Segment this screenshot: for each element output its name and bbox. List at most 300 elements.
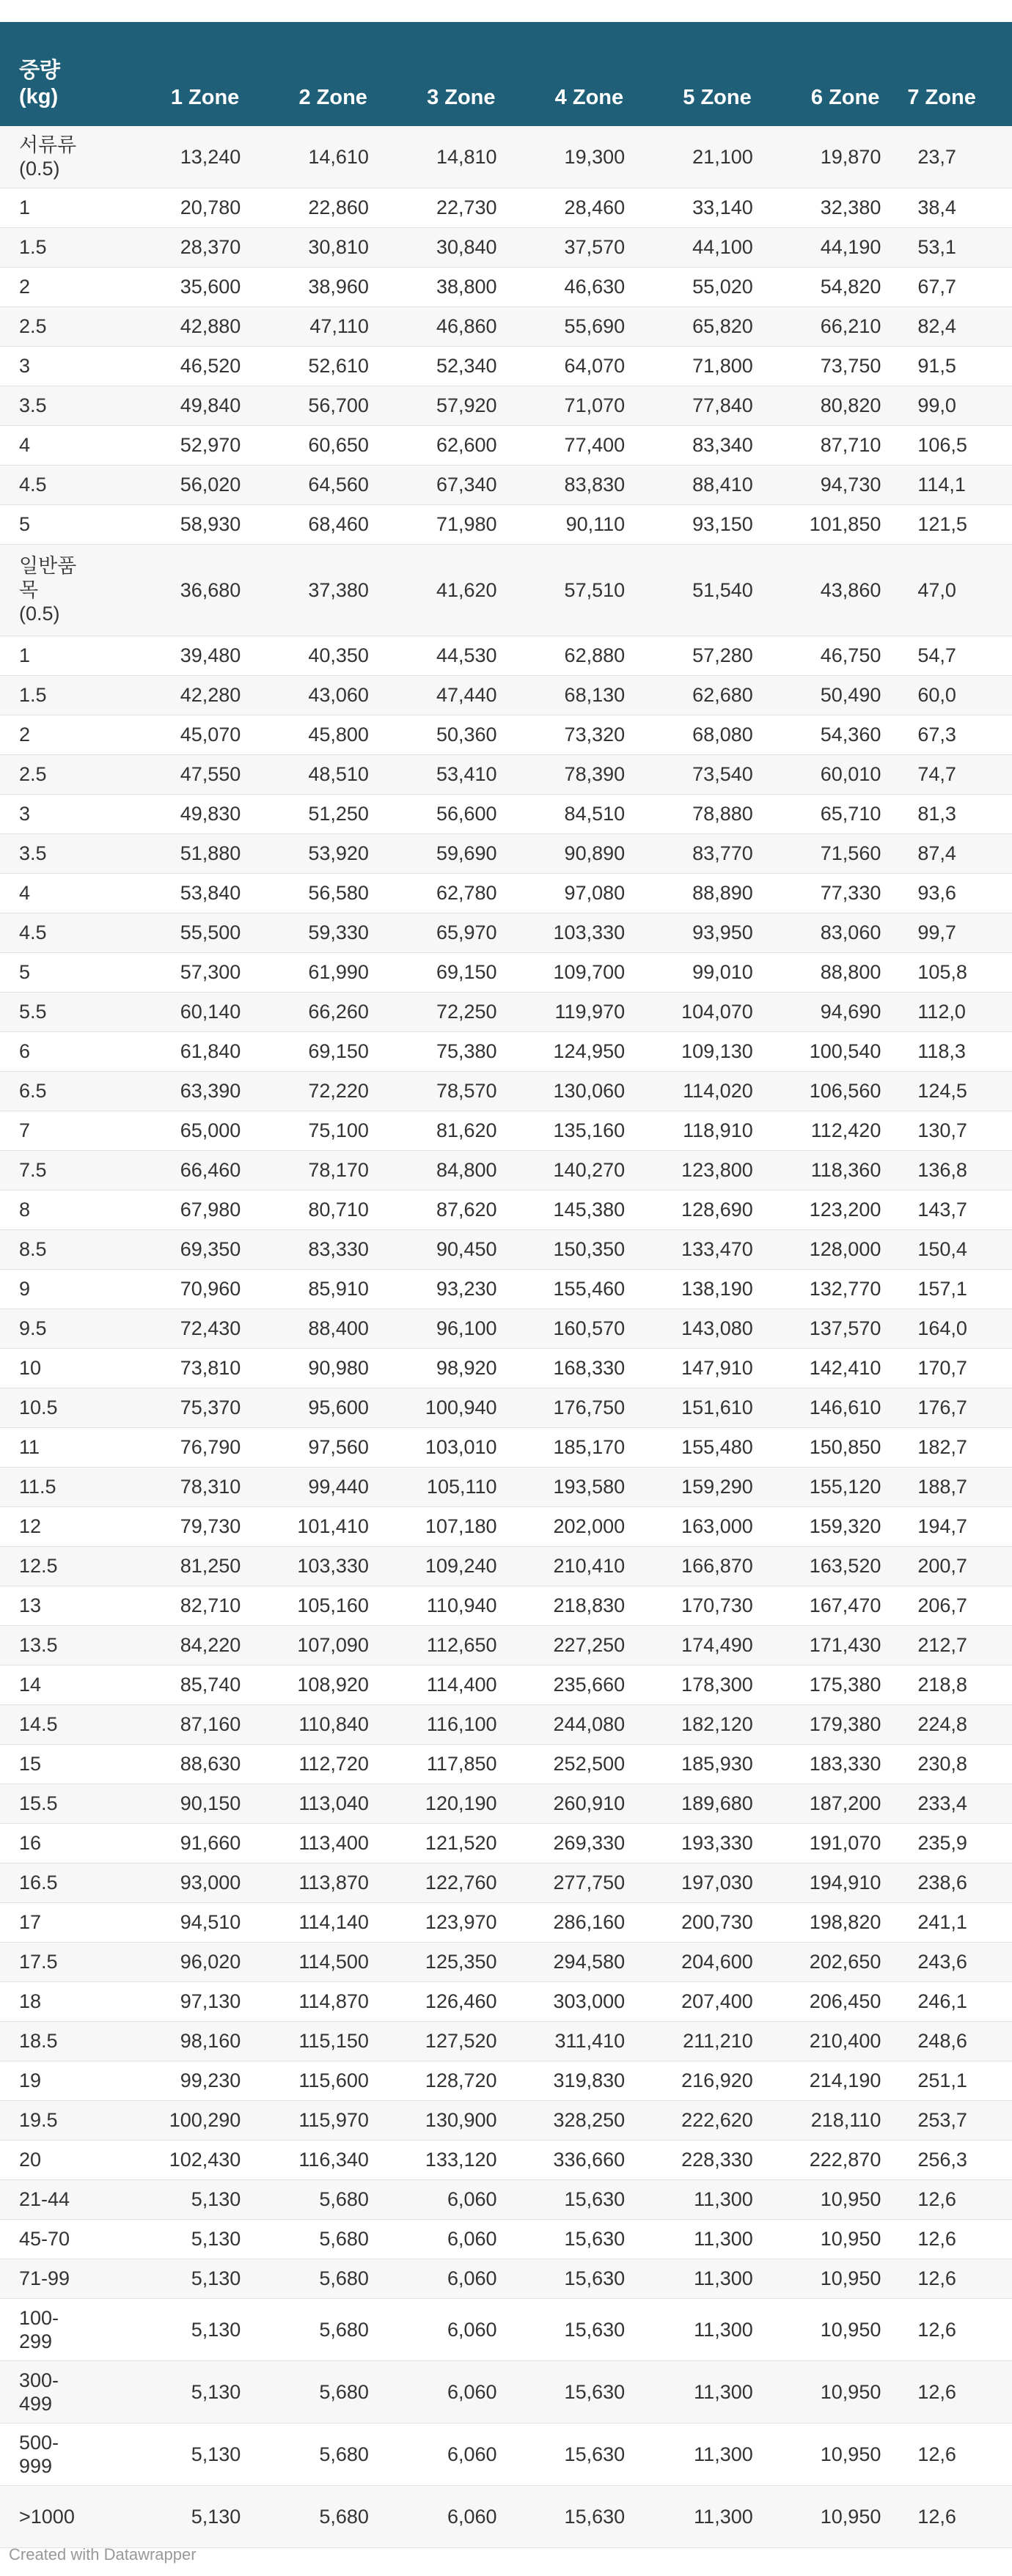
zone-1-cell: 91,660 xyxy=(116,1824,244,1863)
zone-7-cell: 200,7 xyxy=(884,1547,1012,1586)
zone-2-cell: 95,600 xyxy=(243,1388,372,1428)
zone-4-cell: 328,250 xyxy=(500,2101,628,2141)
zone-6-cell: 10,950 xyxy=(756,2259,884,2299)
zone-4-cell: 103,330 xyxy=(500,913,628,953)
zone-4-cell: 202,000 xyxy=(500,1507,628,1547)
weight-cell: 10.5 xyxy=(0,1388,116,1428)
zone-3-cell: 128,720 xyxy=(372,2061,500,2101)
zone-1-cell: 42,280 xyxy=(116,676,244,715)
zone-5-cell: 51,540 xyxy=(628,545,756,636)
zone-6-cell: 112,420 xyxy=(756,1111,884,1151)
zone-1-cell: 79,730 xyxy=(116,1507,244,1547)
zone-5-cell: 11,300 xyxy=(628,2259,756,2299)
header-zone-6-label: 6 Zone xyxy=(810,86,880,109)
zone-1-cell: 81,250 xyxy=(116,1547,244,1586)
zone-7-cell: 60,0 xyxy=(884,676,1012,715)
zone-2-cell: 66,260 xyxy=(243,993,372,1032)
zone-4-cell: 71,070 xyxy=(500,386,628,426)
zone-4-cell: 294,580 xyxy=(500,1943,628,1982)
zone-6-cell: 71,560 xyxy=(756,834,884,874)
zone-7-cell: 53,1 xyxy=(884,228,1012,268)
zone-1-cell: 63,390 xyxy=(116,1072,244,1111)
zone-5-cell: 78,880 xyxy=(628,795,756,834)
table-row xyxy=(0,1824,1012,1863)
weight-cell: 7 xyxy=(0,1111,116,1151)
zone-7-cell: 67,7 xyxy=(884,268,1012,307)
header-zone-2 xyxy=(243,22,372,126)
zone-2-cell: 43,060 xyxy=(243,676,372,715)
zone-7-cell: 12,6 xyxy=(884,2220,1012,2259)
zone-5-cell: 155,480 xyxy=(628,1428,756,1468)
table-row xyxy=(0,1745,1012,1784)
zone-2-cell: 69,150 xyxy=(243,1032,372,1072)
zone-4-cell: 15,630 xyxy=(500,2486,628,2548)
table-row xyxy=(0,2061,1012,2101)
zone-6-cell: 222,870 xyxy=(756,2141,884,2180)
zone-1-cell: 20,780 xyxy=(116,188,244,228)
zone-3-cell: 6,060 xyxy=(372,2361,500,2424)
zone-5-cell: 170,730 xyxy=(628,1586,756,1626)
zone-6-cell: 54,360 xyxy=(756,715,884,755)
zone-4-cell: 319,830 xyxy=(500,2061,628,2101)
zone-4-cell: 269,330 xyxy=(500,1824,628,1863)
zone-4-cell: 185,170 xyxy=(500,1428,628,1468)
zone-5-cell: 104,070 xyxy=(628,993,756,1032)
table-row xyxy=(0,188,1012,228)
weight-cell: 17.5 xyxy=(0,1943,116,1982)
zone-5-cell: 216,920 xyxy=(628,2061,756,2101)
zone-4-cell: 37,570 xyxy=(500,228,628,268)
zone-3-cell: 62,600 xyxy=(372,426,500,465)
table-row xyxy=(0,465,1012,505)
weight-cell: 71-99 xyxy=(0,2259,116,2299)
zone-7-cell: 248,6 xyxy=(884,2022,1012,2061)
table-row xyxy=(0,2220,1012,2259)
zone-2-cell: 113,870 xyxy=(243,1863,372,1903)
weight-cell: 15 xyxy=(0,1745,116,1784)
zone-6-cell: 32,380 xyxy=(756,188,884,228)
weight-cell: 5.5 xyxy=(0,993,116,1032)
table-row xyxy=(0,1903,1012,1943)
zone-5-cell: 207,400 xyxy=(628,1982,756,2022)
weight-cell: 2.5 xyxy=(0,755,116,795)
zone-3-cell: 112,650 xyxy=(372,1626,500,1666)
zone-2-cell: 22,860 xyxy=(243,188,372,228)
zone-6-cell: 128,000 xyxy=(756,1230,884,1270)
zone-5-cell: 222,620 xyxy=(628,2101,756,2141)
zone-3-cell: 6,060 xyxy=(372,2486,500,2548)
zone-5-cell: 88,890 xyxy=(628,874,756,913)
zone-7-cell: 157,1 xyxy=(884,1270,1012,1309)
zone-2-cell: 30,810 xyxy=(243,228,372,268)
table-row xyxy=(0,1705,1012,1745)
zone-3-cell: 67,340 xyxy=(372,465,500,505)
zone-3-cell: 122,760 xyxy=(372,1863,500,1903)
zone-2-cell: 112,720 xyxy=(243,1745,372,1784)
zone-2-cell: 83,330 xyxy=(243,1230,372,1270)
zone-6-cell: 167,470 xyxy=(756,1586,884,1626)
zone-3-cell: 133,120 xyxy=(372,2141,500,2180)
table-row xyxy=(0,636,1012,676)
header-zone-1 xyxy=(116,22,244,126)
zone-7-cell: 188,7 xyxy=(884,1468,1012,1507)
zone-1-cell: 94,510 xyxy=(116,1903,244,1943)
zone-6-cell: 202,650 xyxy=(756,1943,884,1982)
zone-2-cell: 5,680 xyxy=(243,2220,372,2259)
table-row xyxy=(0,1666,1012,1705)
zone-3-cell: 130,900 xyxy=(372,2101,500,2141)
zone-7-cell: 176,7 xyxy=(884,1388,1012,1428)
header-weight-line: (kg) xyxy=(19,84,59,108)
zone-2-cell: 5,680 xyxy=(243,2361,372,2424)
zone-3-cell: 6,060 xyxy=(372,2299,500,2361)
zone-5-cell: 118,910 xyxy=(628,1111,756,1151)
zone-3-cell: 116,100 xyxy=(372,1705,500,1745)
weight-cell: 1.5 xyxy=(0,676,116,715)
zone-2-cell: 114,500 xyxy=(243,1943,372,1982)
weight-cell: 20 xyxy=(0,2141,116,2180)
zone-3-cell: 22,730 xyxy=(372,188,500,228)
zone-5-cell: 128,690 xyxy=(628,1191,756,1230)
zone-6-cell: 163,520 xyxy=(756,1547,884,1586)
table-row xyxy=(0,386,1012,426)
zone-7-cell: 170,7 xyxy=(884,1349,1012,1388)
zone-4-cell: 46,630 xyxy=(500,268,628,307)
zone-5-cell: 114,020 xyxy=(628,1072,756,1111)
zone-2-cell: 5,680 xyxy=(243,2424,372,2486)
table-row xyxy=(0,228,1012,268)
zone-1-cell: 53,840 xyxy=(116,874,244,913)
zone-4-cell: 77,400 xyxy=(500,426,628,465)
zone-2-cell: 114,870 xyxy=(243,1982,372,2022)
zone-2-cell: 53,920 xyxy=(243,834,372,874)
zone-1-cell: 88,630 xyxy=(116,1745,244,1784)
weight-cell: 5 xyxy=(0,505,116,545)
table-row xyxy=(0,2141,1012,2180)
weight-cell: 2 xyxy=(0,715,116,755)
zone-6-cell: 210,400 xyxy=(756,2022,884,2061)
zone-4-cell: 260,910 xyxy=(500,1784,628,1824)
weight-cell: 1.5 xyxy=(0,228,116,268)
zone-6-cell: 87,710 xyxy=(756,426,884,465)
zone-4-cell: 90,110 xyxy=(500,505,628,545)
footer-credit: Created with Datawrapper xyxy=(9,2545,197,2564)
weight-cell: 10 xyxy=(0,1349,116,1388)
zone-5-cell: 33,140 xyxy=(628,188,756,228)
table-row xyxy=(0,2361,1012,2424)
zone-3-cell: 6,060 xyxy=(372,2220,500,2259)
zone-6-cell: 132,770 xyxy=(756,1270,884,1309)
zone-3-cell: 93,230 xyxy=(372,1270,500,1309)
zone-3-cell: 65,970 xyxy=(372,913,500,953)
zone-1-cell: 35,600 xyxy=(116,268,244,307)
header-zone-7 xyxy=(884,22,1012,126)
zone-3-cell: 126,460 xyxy=(372,1982,500,2022)
zone-7-cell: 230,8 xyxy=(884,1745,1012,1784)
zone-6-cell: 50,490 xyxy=(756,676,884,715)
zone-2-cell: 90,980 xyxy=(243,1349,372,1388)
zone-7-cell: 150,4 xyxy=(884,1230,1012,1270)
table-row xyxy=(0,1111,1012,1151)
zone-5-cell: 133,470 xyxy=(628,1230,756,1270)
weight-cell: 45-70 xyxy=(0,2220,116,2259)
zone-2-cell: 40,350 xyxy=(243,636,372,676)
zone-1-cell: 42,880 xyxy=(116,307,244,347)
zone-4-cell: 109,700 xyxy=(500,953,628,993)
header-zone-6 xyxy=(756,22,884,126)
zone-7-cell: 124,5 xyxy=(884,1072,1012,1111)
zone-5-cell: 228,330 xyxy=(628,2141,756,2180)
zone-2-cell: 88,400 xyxy=(243,1309,372,1349)
zone-6-cell: 83,060 xyxy=(756,913,884,953)
zone-4-cell: 176,750 xyxy=(500,1388,628,1428)
table-row xyxy=(0,1507,1012,1547)
zone-6-cell: 150,850 xyxy=(756,1428,884,1468)
zone-1-cell: 87,160 xyxy=(116,1705,244,1745)
zone-4-cell: 19,300 xyxy=(500,126,628,188)
zone-5-cell: 65,820 xyxy=(628,307,756,347)
zone-7-cell: 212,7 xyxy=(884,1626,1012,1666)
zone-1-cell: 99,230 xyxy=(116,2061,244,2101)
zone-3-cell: 75,380 xyxy=(372,1032,500,1072)
weight-cell: 14.5 xyxy=(0,1705,116,1745)
header-zone-3 xyxy=(372,22,500,126)
zone-4-cell: 84,510 xyxy=(500,795,628,834)
zone-6-cell: 142,410 xyxy=(756,1349,884,1388)
zone-1-cell: 73,810 xyxy=(116,1349,244,1388)
zone-5-cell: 211,210 xyxy=(628,2022,756,2061)
weight-cell: 1 xyxy=(0,188,116,228)
zone-3-cell: 14,810 xyxy=(372,126,500,188)
table-row xyxy=(0,426,1012,465)
zone-6-cell: 183,330 xyxy=(756,1745,884,1784)
zone-2-cell: 14,610 xyxy=(243,126,372,188)
zone-5-cell: 99,010 xyxy=(628,953,756,993)
zone-2-cell: 51,250 xyxy=(243,795,372,834)
zone-5-cell: 11,300 xyxy=(628,2220,756,2259)
zone-5-cell: 109,130 xyxy=(628,1032,756,1072)
zone-6-cell: 19,870 xyxy=(756,126,884,188)
zone-1-cell: 5,130 xyxy=(116,2299,244,2361)
zone-4-cell: 145,380 xyxy=(500,1191,628,1230)
zone-5-cell: 193,330 xyxy=(628,1824,756,1863)
zone-5-cell: 197,030 xyxy=(628,1863,756,1903)
zone-7-cell: 238,6 xyxy=(884,1863,1012,1903)
table-row xyxy=(0,1784,1012,1824)
zone-1-cell: 97,130 xyxy=(116,1982,244,2022)
zone-6-cell: 214,190 xyxy=(756,2061,884,2101)
zone-1-cell: 52,970 xyxy=(116,426,244,465)
zone-4-cell: 130,060 xyxy=(500,1072,628,1111)
weight-cell: 5 xyxy=(0,953,116,993)
zone-6-cell: 146,610 xyxy=(756,1388,884,1428)
zone-4-cell: 155,460 xyxy=(500,1270,628,1309)
zone-6-cell: 123,200 xyxy=(756,1191,884,1230)
zone-6-cell: 65,710 xyxy=(756,795,884,834)
table-row xyxy=(0,1943,1012,1982)
zone-3-cell: 117,850 xyxy=(372,1745,500,1784)
zone-1-cell: 5,130 xyxy=(116,2220,244,2259)
zone-4-cell: 218,830 xyxy=(500,1586,628,1626)
table-row xyxy=(0,545,1012,636)
zone-4-cell: 15,630 xyxy=(500,2259,628,2299)
zone-2-cell: 107,090 xyxy=(243,1626,372,1666)
table-row xyxy=(0,953,1012,993)
zone-6-cell: 118,360 xyxy=(756,1151,884,1191)
table-row xyxy=(0,1468,1012,1507)
zone-7-cell: 241,1 xyxy=(884,1903,1012,1943)
zone-6-cell: 80,820 xyxy=(756,386,884,426)
zone-4-cell: 303,000 xyxy=(500,1982,628,2022)
zone-7-cell: 246,1 xyxy=(884,1982,1012,2022)
weight-cell: 9 xyxy=(0,1270,116,1309)
zone-2-cell: 68,460 xyxy=(243,505,372,545)
zone-2-cell: 105,160 xyxy=(243,1586,372,1626)
zone-1-cell: 45,070 xyxy=(116,715,244,755)
zone-6-cell: 88,800 xyxy=(756,953,884,993)
table-row xyxy=(0,1586,1012,1626)
table-row xyxy=(0,715,1012,755)
table-row xyxy=(0,874,1012,913)
table-row xyxy=(0,2180,1012,2220)
zone-3-cell: 59,690 xyxy=(372,834,500,874)
weight-cell: 3.5 xyxy=(0,834,116,874)
zone-7-cell: 256,3 xyxy=(884,2141,1012,2180)
table-row xyxy=(0,795,1012,834)
zone-5-cell: 93,950 xyxy=(628,913,756,953)
table-row xyxy=(0,1191,1012,1230)
zone-2-cell: 115,970 xyxy=(243,2101,372,2141)
header-zone-4-label: 4 Zone xyxy=(554,86,624,109)
zone-2-cell: 56,700 xyxy=(243,386,372,426)
zone-7-cell: 12,6 xyxy=(884,2424,1012,2486)
zone-6-cell: 77,330 xyxy=(756,874,884,913)
zone-1-cell: 5,130 xyxy=(116,2259,244,2299)
zone-7-cell: 194,7 xyxy=(884,1507,1012,1547)
zone-5-cell: 185,930 xyxy=(628,1745,756,1784)
table-row xyxy=(0,2101,1012,2141)
zone-6-cell: 94,690 xyxy=(756,993,884,1032)
zone-4-cell: 78,390 xyxy=(500,755,628,795)
zone-7-cell: 130,7 xyxy=(884,1111,1012,1151)
zone-5-cell: 11,300 xyxy=(628,2180,756,2220)
weight-cell: 8.5 xyxy=(0,1230,116,1270)
zone-1-cell: 5,130 xyxy=(116,2486,244,2548)
header-zone-5 xyxy=(628,22,756,126)
zone-4-cell: 286,160 xyxy=(500,1903,628,1943)
zone-6-cell: 66,210 xyxy=(756,307,884,347)
zone-4-cell: 28,460 xyxy=(500,188,628,228)
table-row xyxy=(0,307,1012,347)
zone-1-cell: 5,130 xyxy=(116,2180,244,2220)
zone-7-cell: 93,6 xyxy=(884,874,1012,913)
weight-cell: 4 xyxy=(0,874,116,913)
zone-1-cell: 85,740 xyxy=(116,1666,244,1705)
zone-1-cell: 102,430 xyxy=(116,2141,244,2180)
zone-5-cell: 71,800 xyxy=(628,347,756,386)
weight-cell: 500- 999 xyxy=(0,2424,116,2486)
weight-cell: 3.5 xyxy=(0,386,116,426)
zone-2-cell: 108,920 xyxy=(243,1666,372,1705)
zone-1-cell: 61,840 xyxy=(116,1032,244,1072)
table-row xyxy=(0,913,1012,953)
rate-table xyxy=(0,22,1012,2548)
zone-6-cell: 194,910 xyxy=(756,1863,884,1903)
zone-6-cell: 155,120 xyxy=(756,1468,884,1507)
zone-7-cell: 114,1 xyxy=(884,465,1012,505)
zone-4-cell: 135,160 xyxy=(500,1111,628,1151)
zone-7-cell: 12,6 xyxy=(884,2361,1012,2424)
zone-3-cell: 57,920 xyxy=(372,386,500,426)
weight-cell: 16.5 xyxy=(0,1863,116,1903)
zone-4-cell: 90,890 xyxy=(500,834,628,874)
table-row xyxy=(0,1270,1012,1309)
zone-3-cell: 72,250 xyxy=(372,993,500,1032)
zone-5-cell: 44,100 xyxy=(628,228,756,268)
zone-1-cell: 75,370 xyxy=(116,1388,244,1428)
table-row xyxy=(0,2259,1012,2299)
table-row xyxy=(0,1349,1012,1388)
zone-6-cell: 10,950 xyxy=(756,2486,884,2548)
zone-6-cell: 54,820 xyxy=(756,268,884,307)
zone-4-cell: 15,630 xyxy=(500,2299,628,2361)
zone-2-cell: 116,340 xyxy=(243,2141,372,2180)
zone-4-cell: 15,630 xyxy=(500,2424,628,2486)
table-row xyxy=(0,2424,1012,2486)
header-weight-line: 중량 xyxy=(19,59,61,83)
zone-2-cell: 114,140 xyxy=(243,1903,372,1943)
zone-1-cell: 69,350 xyxy=(116,1230,244,1270)
zone-3-cell: 84,800 xyxy=(372,1151,500,1191)
zone-6-cell: 218,110 xyxy=(756,2101,884,2141)
zone-1-cell: 82,710 xyxy=(116,1586,244,1626)
table-row xyxy=(0,1982,1012,2022)
weight-cell: 일반품 목 (0.5) xyxy=(0,545,116,636)
zone-1-cell: 100,290 xyxy=(116,2101,244,2141)
zone-7-cell: 136,8 xyxy=(884,1151,1012,1191)
zone-1-cell: 76,790 xyxy=(116,1428,244,1468)
zone-6-cell: 46,750 xyxy=(756,636,884,676)
zone-5-cell: 166,870 xyxy=(628,1547,756,1586)
zone-7-cell: 81,3 xyxy=(884,795,1012,834)
zone-3-cell: 110,940 xyxy=(372,1586,500,1626)
weight-cell: 17 xyxy=(0,1903,116,1943)
zone-1-cell: 70,960 xyxy=(116,1270,244,1309)
zone-6-cell: 73,750 xyxy=(756,347,884,386)
zone-5-cell: 62,680 xyxy=(628,676,756,715)
zone-2-cell: 61,990 xyxy=(243,953,372,993)
zone-2-cell: 5,680 xyxy=(243,2486,372,2548)
zone-5-cell: 11,300 xyxy=(628,2299,756,2361)
zone-7-cell: 74,7 xyxy=(884,755,1012,795)
zone-4-cell: 336,660 xyxy=(500,2141,628,2180)
zone-2-cell: 48,510 xyxy=(243,755,372,795)
zone-7-cell: 99,0 xyxy=(884,386,1012,426)
zone-4-cell: 15,630 xyxy=(500,2220,628,2259)
zone-3-cell: 121,520 xyxy=(372,1824,500,1863)
zone-1-cell: 58,930 xyxy=(116,505,244,545)
zone-7-cell: 47,0 xyxy=(884,545,1012,636)
zone-3-cell: 46,860 xyxy=(372,307,500,347)
header-row xyxy=(0,22,1012,126)
zone-4-cell: 73,320 xyxy=(500,715,628,755)
zone-3-cell: 69,150 xyxy=(372,953,500,993)
weight-cell: 100- 299 xyxy=(0,2299,116,2361)
zone-7-cell: 91,5 xyxy=(884,347,1012,386)
zone-5-cell: 73,540 xyxy=(628,755,756,795)
zone-6-cell: 43,860 xyxy=(756,545,884,636)
weight-cell: 19.5 xyxy=(0,2101,116,2141)
